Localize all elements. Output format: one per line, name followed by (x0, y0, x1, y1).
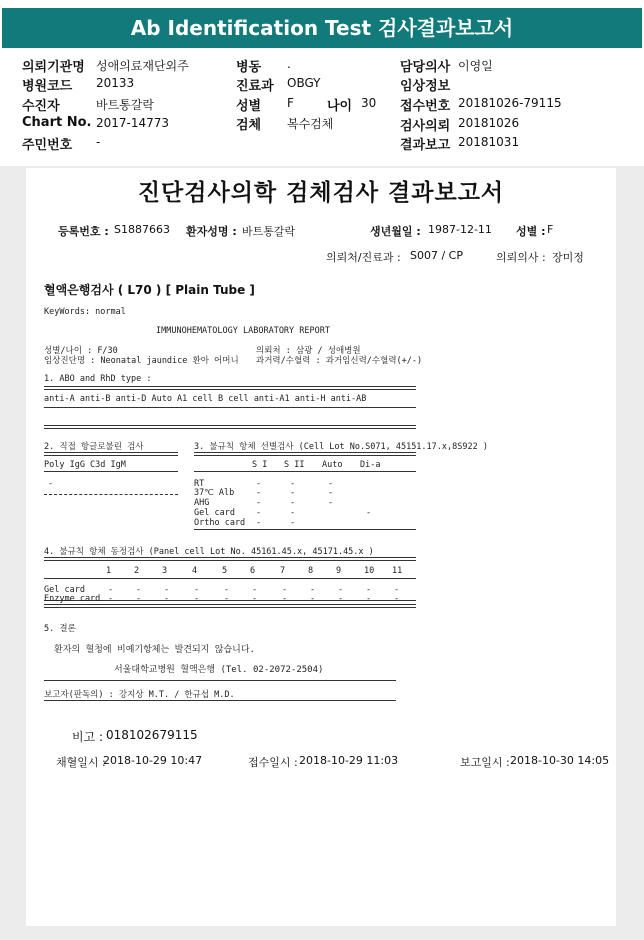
panel-col-header: 1 (106, 566, 112, 576)
panel-col-header: 10 (364, 566, 375, 576)
collected-label: 채혈일시 : (56, 756, 106, 769)
screening-row-label: RT (194, 479, 205, 489)
value-department: OBGY (287, 76, 321, 90)
reg-no-label: 등록번호 : (58, 225, 109, 238)
reporter: 보고자(판독의) : 강지상 M.T. / 한규섭 M.D. (44, 690, 235, 700)
section-conclusion: 5. 결론 (44, 624, 76, 634)
divider (44, 557, 416, 561)
screening-cell: - (290, 479, 296, 489)
divider (194, 452, 416, 456)
report-header-title: Ab Identification Test 검사결과보고서 (2, 8, 642, 48)
divider (44, 386, 416, 390)
note-label: 비고 : (72, 730, 104, 744)
label-receipt-no: 접수번호 (400, 99, 451, 114)
screening-col: Di-a (360, 460, 381, 470)
panel-cell: - (366, 594, 372, 604)
screening-cell: - (366, 508, 372, 518)
value-test-request: 20181026 (458, 116, 520, 130)
panel-col-header: 7 (280, 566, 286, 576)
screening-col: S II (284, 460, 305, 470)
panel-cell: - (108, 585, 114, 595)
value-ward: . (287, 57, 291, 71)
panel-col-header: 9 (336, 566, 342, 576)
divider (44, 680, 396, 681)
panel-cell: - (194, 585, 200, 595)
screening-cell: - (328, 498, 334, 508)
label-clinical-info: 임상정보 (400, 79, 451, 94)
conclusion-text: 환자의 혈청에 비예기항체는 발견되지 않습니다. (54, 645, 255, 655)
label-resident-no: 주민번호 (22, 138, 73, 153)
label-result-report: 결과보고 (400, 138, 451, 153)
panel-col-header: 11 (392, 566, 403, 576)
abo-columns: anti-A anti-B anti-D Auto A1 cell B cell anti-A1 anti-H anti-AB (44, 394, 367, 404)
section-identification: 4. 불규칙 항체 동정검사 (Panel cell Lot No. 45161.45.x, 45171.45.x ) (44, 547, 374, 557)
value-sex: F (287, 96, 294, 110)
doctor-label: 의뢰의사 : (496, 251, 546, 264)
hospital-info: 서울대학교병원 혈액은행 (Tel. 02-2072-2504) (114, 665, 324, 675)
reported-value: 2018-10-30 14:05 (510, 754, 610, 767)
sex: F (547, 223, 554, 236)
section-screening: 3. 불규칙 항체 선별검사 (Cell Lot No.S071, 45151.17.x,8S922 ) (194, 442, 488, 452)
panel-cell: - (310, 585, 316, 595)
divider (44, 578, 416, 579)
screening-row-label: AHG (194, 498, 210, 508)
diagnosis: 임상진단명 : Neonatal jaundice 환아 어머니 (44, 356, 239, 366)
label-examinee: 수진자 (22, 99, 60, 114)
reg-no: S1887663 (114, 223, 170, 236)
screening-cell: - (290, 508, 296, 518)
screening-cell: - (256, 508, 262, 518)
panel-cell: - (366, 585, 372, 595)
value-receipt-no: 20181026-79115 (458, 96, 562, 110)
label-requesting-institution: 의뢰기관명 (22, 60, 85, 75)
doctor: 장미정 (552, 251, 584, 264)
panel-cell: - (252, 594, 258, 604)
value-age: 30 (361, 96, 377, 110)
value-examinee: 바트통갈락 (96, 98, 154, 112)
dept-label: 의뢰처/진료과 : (326, 251, 401, 264)
panel-col-header: 8 (308, 566, 314, 576)
screening-row-label: Gel card (194, 508, 235, 518)
panel-cell: - (338, 594, 344, 604)
divider (44, 494, 178, 495)
screening-cell: - (328, 488, 334, 498)
panel-cell: - (338, 585, 344, 595)
label-specimen: 검체 (236, 118, 262, 133)
value-requesting-institution: 성애의료재단외주 (96, 59, 189, 73)
sex-label: 성별 : (516, 225, 546, 238)
panel-cell: - (282, 585, 288, 595)
patient-label: 환자성명 : (186, 225, 237, 238)
label-age: 나이 (327, 99, 353, 114)
keywords: KeyWords: normal (44, 307, 126, 317)
divider (44, 471, 178, 472)
scanned-report (26, 168, 616, 926)
panel-cell: - (282, 594, 288, 604)
value-hospital-code: 20133 (96, 76, 135, 90)
lab-title: IMMUNOHEMATOLOGY LABORATORY REPORT (156, 326, 330, 336)
received-label: 접수일시 : (248, 756, 298, 769)
panel-col-header: 5 (222, 566, 228, 576)
screening-cell: - (256, 518, 262, 528)
label-chart-no: Chart No. (22, 115, 92, 130)
label-ward: 병동 (236, 60, 262, 75)
screening-cell: - (290, 498, 296, 508)
panel-cell: - (394, 594, 400, 604)
divider (44, 452, 178, 456)
section-abo: 1. ABO and RhD type : (44, 374, 152, 384)
received-value: 2018-10-29 11:03 (299, 754, 399, 767)
origin: 의뢰처 : 삼광 / 성애병원 (256, 346, 361, 356)
dat-value: - (48, 479, 54, 489)
collected-value: 2018-10-29 10:47 (103, 754, 203, 767)
divider (44, 700, 396, 701)
panel-cell: - (310, 594, 316, 604)
label-department: 진료과 (236, 79, 274, 94)
dept: S007 / CP (410, 249, 463, 262)
label-hospital-code: 병원코드 (22, 79, 73, 94)
dat-columns: Poly IgG C3d IgM (44, 460, 126, 470)
screening-cell: - (290, 518, 296, 528)
panel-cell: - (164, 585, 170, 595)
label-attending-doctor: 담당의사 (400, 60, 451, 75)
label-sex: 성별 (236, 99, 262, 114)
panel-cell: - (252, 585, 258, 595)
screening-cell: - (328, 479, 334, 489)
divider (44, 407, 416, 408)
dob-label: 생년월일 : (370, 225, 421, 238)
panel-row-label: Enzyme card (44, 594, 101, 604)
screening-cell: - (256, 488, 262, 498)
panel-cell: - (136, 594, 142, 604)
section-dat: 2. 직접 항글로불린 검사 (44, 442, 144, 452)
panel-cell: - (224, 585, 230, 595)
screening-row-label: 37℃ Alb (194, 488, 235, 498)
test-name: 혈액은행검사 ( L70 ) [ Plain Tube ] (44, 283, 255, 297)
value-chart-no: 2017-14773 (96, 116, 170, 130)
value-attending-doctor: 이영일 (458, 59, 493, 73)
screening-col: Auto (322, 460, 343, 470)
screening-row-label: Ortho card (194, 518, 246, 528)
value-specimen: 복수검체 (287, 117, 334, 131)
sex-age: 성별/나이 : F/30 (44, 346, 118, 356)
panel-col-header: 3 (162, 566, 168, 576)
panel-cell: - (394, 585, 400, 595)
panel-col-header: 4 (192, 566, 198, 576)
screening-cell: - (256, 479, 262, 489)
screening-cell: - (290, 488, 296, 498)
screening-col: S I (252, 460, 268, 470)
divider (194, 529, 416, 530)
panel-cell: - (164, 594, 170, 604)
panel-cell: - (136, 585, 142, 595)
history: 과거력/수혈력 : 과거임신력/수혈력(+/-) (256, 356, 423, 366)
screening-cell: - (256, 498, 262, 508)
value-result-report: 20181031 (458, 135, 520, 149)
dob: 1987-12-11 (428, 223, 492, 236)
panel-cell: - (224, 594, 230, 604)
label-test-request: 검사의뢰 (400, 119, 451, 134)
panel-col-header: 6 (250, 566, 256, 576)
report-title: 진단검사의학 검체검사 결과보고서 (137, 180, 505, 206)
note-value: 018102679115 (106, 728, 198, 742)
divider (44, 425, 416, 429)
report-header (0, 0, 644, 166)
panel-cell: - (194, 594, 200, 604)
divider (194, 471, 416, 472)
divider (44, 604, 416, 608)
value-resident-no: - (96, 135, 101, 149)
panel-cell: - (108, 594, 114, 604)
panel-col-header: 2 (134, 566, 140, 576)
panel-row-label: Gel card (44, 585, 85, 595)
reported-label: 보고일시 : (460, 756, 510, 769)
patient-name: 바트통갈락 (242, 225, 296, 238)
